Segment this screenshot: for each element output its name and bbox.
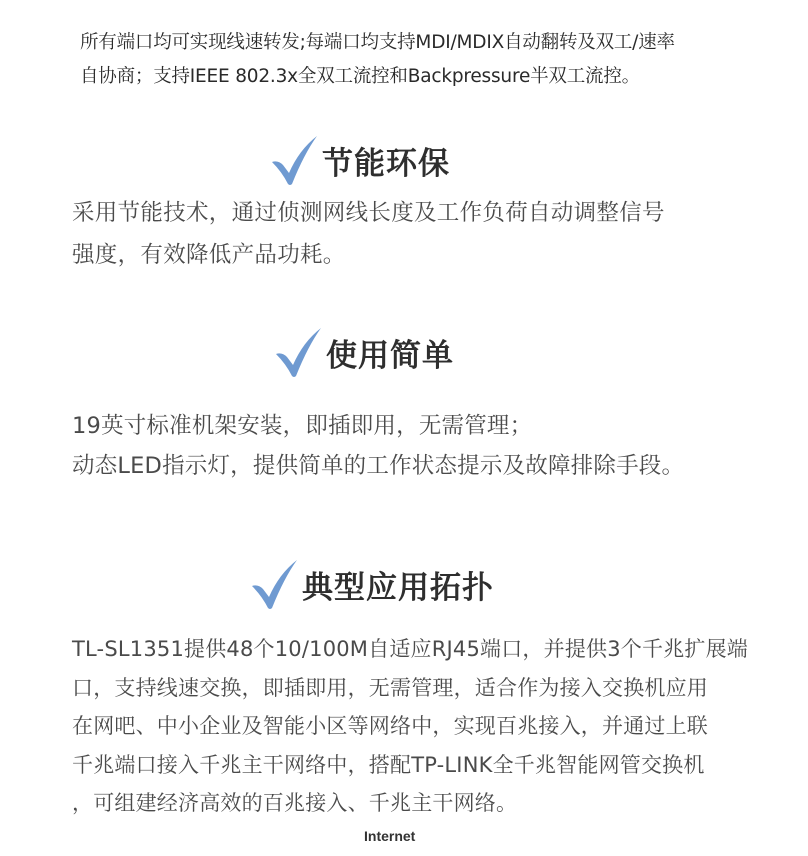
section-title: 节能环保 xyxy=(322,145,450,182)
intro-line: 自协商；支持IEEE 802.3x全双工流控和Backpressure半双工流控。 xyxy=(80,66,640,87)
body-line: 千兆端口接入千兆主干网络中，搭配TP-LINK全千兆智能网管交换机 xyxy=(72,752,705,777)
body-line: TL-SL1351提供48个10/100M自适应RJ45端口，并提供3个千兆扩展端 xyxy=(72,637,748,661)
intro-paragraph xyxy=(80,26,675,94)
section-body-energy-saving xyxy=(72,192,665,276)
body-line: 动态LED指示灯，提供简单的工作状态提示及故障排除手段。 xyxy=(72,453,685,479)
body-line: 在网吧、中小企业及智能小区等网络中，实现百兆接入，并通过上联 xyxy=(72,714,708,738)
section-heading-typical-topology xyxy=(250,558,494,610)
intro-line: 所有端口均可实现线速转发;每端口均支持MDI/MDIX自动翻转及双工/速率 xyxy=(80,32,675,53)
section-body-easy-to-use xyxy=(72,406,684,486)
body-line: 强度，有效降低产品功耗。 xyxy=(72,242,346,268)
check-icon xyxy=(250,558,300,610)
section-title: 典型应用拓扑 xyxy=(302,569,494,606)
body-line: ，可组建经济高效的百兆接入、千兆主干网络。 xyxy=(72,791,518,815)
check-icon xyxy=(270,134,320,186)
section-body-typical-topology xyxy=(72,630,748,823)
body-line: 19英寸标准机架安装，即插即用，无需管理； xyxy=(72,413,533,439)
section-heading-energy-saving xyxy=(270,134,450,186)
section-title: 使用简单 xyxy=(326,337,454,374)
internet-label: Internet xyxy=(364,828,416,844)
body-line: 采用节能技术，通过侦测网线长度及工作负荷自动调整信号 xyxy=(72,200,665,226)
section-heading-easy-to-use xyxy=(274,326,454,378)
check-icon xyxy=(274,326,324,378)
body-line: 口，支持线速交换，即插即用，无需管理，适合作为接入交换机应用 xyxy=(72,675,708,700)
